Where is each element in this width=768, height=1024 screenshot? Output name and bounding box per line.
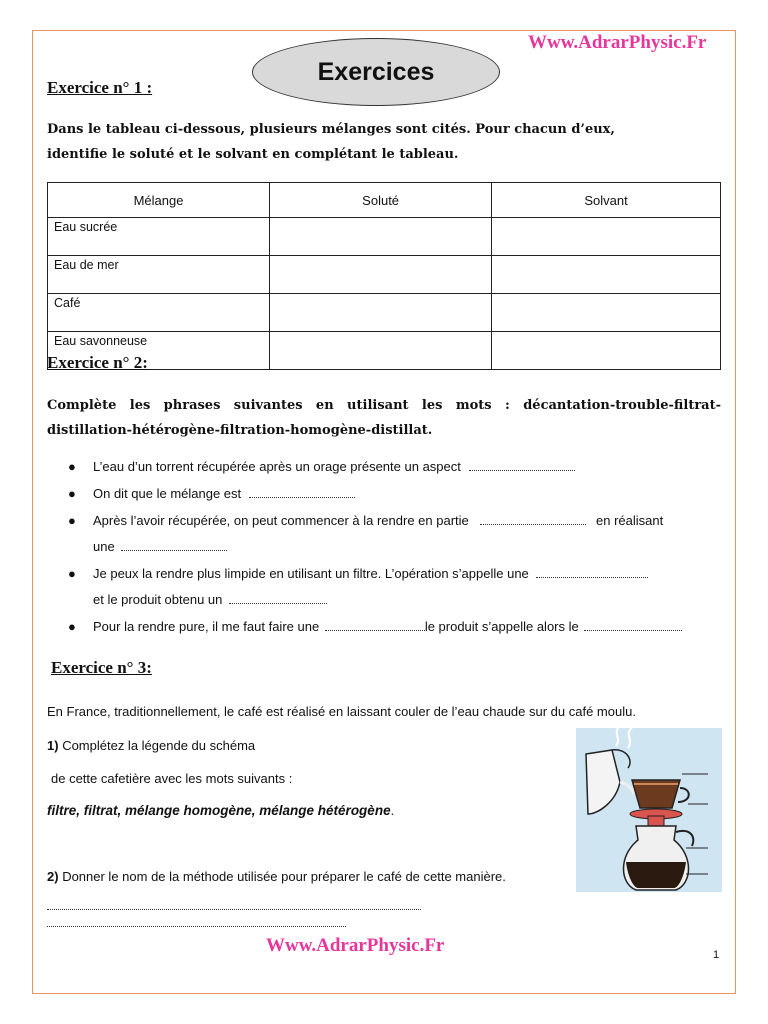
mixture-cell: Café xyxy=(48,294,270,332)
blank-melange[interactable] xyxy=(249,485,355,498)
bullet-icon: ● xyxy=(68,566,76,581)
solvent-cell[interactable] xyxy=(492,294,721,332)
exercise-2-instructions xyxy=(47,393,721,443)
solute-cell[interactable] xyxy=(270,294,492,332)
coffee-maker-icon xyxy=(576,728,722,892)
sentence-list xyxy=(62,454,722,641)
blank-faire[interactable] xyxy=(325,618,425,631)
coffee-maker-illustration xyxy=(576,728,722,892)
blank-produit-pur[interactable] xyxy=(584,618,682,631)
blank-partie[interactable] xyxy=(480,512,586,525)
blank-aspect[interactable] xyxy=(469,458,575,471)
question-1-word-list: filtre, filtrat, mélange homogène, mélange hétérogène. xyxy=(47,803,395,818)
site-header-link[interactable]: Www.AdrarPhysic.Fr xyxy=(528,32,707,53)
mixtures-table xyxy=(47,182,721,370)
answer-line-1[interactable] xyxy=(47,897,421,910)
mixture-cell: Eau de mer xyxy=(48,256,270,294)
list-item: ● Après l’avoir récupérée, on peut commencer à la rendre en partie en réalisant une xyxy=(62,508,722,560)
table-row xyxy=(48,256,721,294)
blank-operation[interactable] xyxy=(536,565,648,578)
mixture-cell: Eau sucrée xyxy=(48,218,270,256)
blank-produit[interactable] xyxy=(229,591,327,604)
exercise-3-heading: Exercice n° 3: xyxy=(51,658,152,677)
answer-line-2[interactable] xyxy=(47,914,346,927)
list-item: ● L’eau d’un torrent récupérée après un orage présente un aspect xyxy=(62,454,722,480)
bullet-icon: ● xyxy=(68,619,76,634)
instructions-line-1: Complète les phrases suivantes en utilisant les mots : décantation-trouble-filtrat- xyxy=(47,398,721,413)
table-row xyxy=(48,294,721,332)
site-footer-link[interactable]: Www.AdrarPhysic.Fr xyxy=(266,935,445,956)
list-item: ● On dit que le mélange est xyxy=(62,481,722,507)
table-row xyxy=(48,332,721,370)
exercise-3-intro: En France, traditionnellement, le café est réalisé en laissant couler de l’eau chaude sur du café moulu. xyxy=(47,704,636,719)
header-solvant: Solvant xyxy=(492,183,721,218)
solute-cell[interactable] xyxy=(270,256,492,294)
question-1-line-2: de cette cafetière avec les mots suivants : xyxy=(51,771,293,786)
solute-cell[interactable] xyxy=(270,332,492,370)
bullet-icon: ● xyxy=(68,486,76,501)
question-2: 2) Donner le nom de la méthode utilisée pour préparer le café de cette manière. xyxy=(47,869,506,884)
exercise-1-instructions xyxy=(47,117,727,167)
page-number: 1 xyxy=(713,949,720,961)
solvent-cell[interactable] xyxy=(492,218,721,256)
list-item: ● Pour la rendre pure, il me faut faire une le produit s’appelle alors le xyxy=(62,614,722,640)
solute-cell[interactable] xyxy=(270,218,492,256)
mixture-cell: Eau savonneuse xyxy=(48,332,270,370)
list-item: ● Je peux la rendre plus limpide en utilisant un filtre. L’opération s’appelle une et le produit obtenu un xyxy=(62,561,722,613)
instructions-line-2: distillation-hétérogène-filtration-homogène-distillat. xyxy=(47,423,433,438)
page-title: Exercices xyxy=(252,38,500,106)
question-1-line-1: 1) Complétez la légende du schéma xyxy=(47,738,256,753)
exercise-2-heading: Exercice n° 2: xyxy=(47,353,148,372)
header-solute: Soluté xyxy=(270,183,492,218)
blank-une[interactable] xyxy=(121,538,227,551)
solvent-cell[interactable] xyxy=(492,332,721,370)
bullet-icon: ● xyxy=(68,459,76,474)
instructions-line-1: Dans le tableau ci-dessous, plusieurs mélanges sont cités. Pour chacun d’eux, xyxy=(47,122,615,137)
solvent-cell[interactable] xyxy=(492,256,721,294)
header-melange: Mélange xyxy=(48,183,270,218)
instructions-line-2: identifie le soluté et le solvant en complétant le tableau. xyxy=(47,147,459,162)
exercise-1-heading: Exercice n° 1 : xyxy=(47,78,153,97)
bullet-icon: ● xyxy=(68,513,76,528)
table-row xyxy=(48,218,721,256)
